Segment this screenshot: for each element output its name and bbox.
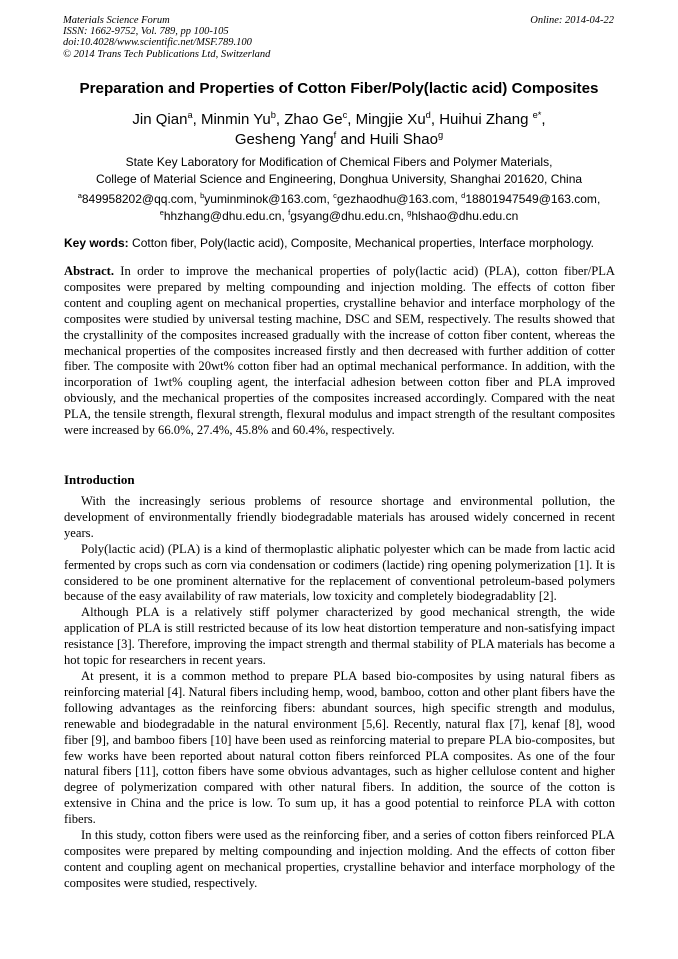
paragraph: Poly(lactic acid) (PLA) is a kind of thermoplastic aliphatic polyester which can be made from lactic acid fermented by crops such as corn via condensation or codimers (lactide) ring opening polymerization [1]. It is considered to be one prominent alternative for the replacement of conventional petroleum-based polymers because of the easy availability of raw materials, low toxicity and completely biodegradablity [2]. <box>64 541 615 604</box>
email-entry: $^a$849958202@qq.com, <box>77 191 201 206</box>
keywords-label: Key words: <box>64 236 129 250</box>
author-name: Jin Qian <box>132 111 188 128</box>
author-affil-mark: a <box>187 110 193 120</box>
author <box>370 131 444 148</box>
abstract <box>64 264 615 439</box>
copyright-line: © 2014 Trans Tech Publications Ltd, Switzerland <box>63 48 271 60</box>
email-address[interactable]: yuminminok@163.com <box>204 192 327 206</box>
email-entry: $^c$gezhaodhu@163.com, <box>333 191 462 206</box>
doi-line[interactable]: doi:10.4028/www.scientific.net/MSF.789.100 <box>63 37 252 49</box>
email-entry: $^b$yuminminok@163.com, <box>200 191 334 206</box>
author-name: Huihui Zhang <box>439 111 529 128</box>
paragraph: At present, it is a common method to prepare PLA based bio-composites by using natural fibers as reinforcing material [4]. Natural fibers including hemp, wood, bamboo, cotton and other plant fibers have the following advantages as the reinforcing fibers: abundant sources, high specific strength and modulus, renewable and biodegradable in the natural environment [5,6]. Recently, natural flax [7], kenaf [8], wood fiber [9], and bamboo fibers [10] have been used as reinforcing material to prepare PLA bio-composites, but few works have been reported about natural cotton fibers reinforced PLA composites. As one of the four natural fibers [11], cotton fibers have some obvious advantages, such as higher cellulose content and higher degree of polymerization compared with other natural fibers. In addition, the source of the cotton is extensive in China and the price is low. To sum up, it has a good potential to reinforce PLA with cotton fibers. <box>64 668 615 827</box>
email-entry: $^d$18801947549@163.com, <box>461 191 601 206</box>
email-entry: $^e$hhzhang@dhu.edu.cn, <box>159 208 289 223</box>
paragraph: With the increasingly serious problems of resource shortage and environmental pollution, the development of environmentally friendly biodegradable materials has aroused widely concerned in recent years. <box>64 494 615 540</box>
author-affil-mark: f <box>333 130 337 140</box>
affiliation-line: College of Material Science and Engineering, Donghua University, Shanghai 201620, China <box>95 172 583 186</box>
paragraph: In this study, cotton fibers were used as the reinforcing fiber, and a series of cotton fibers reinforced PLA composites were prepared by melting compounding and injection molding. And the effects of cotton fiber content and coupling agent on mechanical properties, crystalline behavior and interface morphology of the composites were studied, respectively. <box>64 828 615 890</box>
author-affil-mark: c <box>342 110 348 120</box>
author: Jin Qian$^a$, <box>132 110 201 128</box>
author-list <box>40 110 638 150</box>
author: Gesheng Yang$^f$ and <box>234 130 370 148</box>
abstract-text: In order to improve the mechanical properties of poly(lactic acid) (PLA), cotton fiber/PLA composites were prepared by melting compounding and injection molding. The effects of cotton fiber content and coupling agent on mechanical properties, crystalline behavior and interface morphology of the composites were studied by universal testing machine, DSC and SEM, respectively. The results showed that the crystallinity of the composites increased gradually with the increase of cotton fiber content, whereas the mechanical properties of the composites increased firstly and then decreased with further addition of cotter fiber. The composite with 20wt% cotton fiber had an optimal mechanical performance. In addition, with the incorporation of 1wt% coupling agent, the interfacial adhesion between cotton fiber and PLA improved obviously, and the mechanical properties of the composites increased accordingly. Compared with the neat PLA, the tensile strength, flexural strength, flexural modulus and impact strength of the resultant composites were increased by 66.0%, 27.4%, 45.8% and 60.4%, respectively. <box>64 264 615 438</box>
keywords <box>64 235 624 252</box>
abstract-label: Abstract. <box>64 264 115 278</box>
email-address[interactable]: gezhaodhu@163.com <box>336 192 455 206</box>
affiliation-line: State Key Laboratory for Modification of Chemical Fibers and Polymer Materials, <box>125 155 553 169</box>
email-address[interactable]: hhzhang@dhu.edu.cn <box>163 209 282 223</box>
author: Huihui Zhang $^{e*}$, <box>439 110 546 128</box>
author-name: Zhao Ge <box>284 111 343 128</box>
email-address[interactable]: 18801947549@163.com <box>465 192 597 206</box>
online-date: Online: 2014-04-22 <box>530 15 614 26</box>
author-affil-mark: e* <box>532 110 542 120</box>
email-entry: $^g$hlshao@dhu.edu.cn <box>407 208 519 223</box>
paragraph: Although PLA is a relatively stiff polymer characterized by good mechanical strength, the wide application of PLA is still restricted because of its low heat distortion temperature and non-satisfying impact resistance [3]. Therefore, improving the impact strength and thermal stability of PLA materials has become a hot topic for researchers in recent years. <box>64 605 615 668</box>
email-address[interactable]: gsyang@dhu.edu.cn <box>290 209 401 223</box>
journal-header <box>63 15 270 60</box>
journal-name: Materials Science Forum <box>63 15 170 26</box>
author-affil-mark: b <box>270 110 276 120</box>
section-heading-introduction: Introduction <box>64 472 135 487</box>
author-name: Mingjie Xu <box>355 111 426 128</box>
author: Zhao Ge$^c$, <box>284 110 356 128</box>
affiliation <box>40 154 638 188</box>
keywords-text: Cotton fiber, Poly(lactic acid), Composite, Mechanical properties, Interface morphology. <box>128 236 595 250</box>
author-name: Huili Shao <box>369 131 438 148</box>
email-address[interactable]: 849958202@qq.com <box>81 192 194 206</box>
email-address[interactable]: hlshao@dhu.edu.cn <box>411 209 519 223</box>
author-affil-mark: d <box>425 110 431 120</box>
email-list <box>40 191 638 225</box>
introduction-body <box>64 494 615 892</box>
issn-line: ISSN: 1662-9752, Vol. 789, pp 100-105 <box>63 26 229 38</box>
author-name: Gesheng Yang <box>234 131 334 148</box>
paper-title: Preparation and Properties of Cotton Fiber/Poly(lactic acid) Composites <box>79 80 599 97</box>
author-name: Minmin Yu <box>200 111 271 128</box>
author: Mingjie Xu$^d$, <box>355 110 440 128</box>
email-entry: $^f$gsyang@dhu.edu.cn, <box>288 208 408 223</box>
author: Minmin Yu$^b$, <box>200 110 285 128</box>
author-affil-mark: g <box>437 130 444 140</box>
